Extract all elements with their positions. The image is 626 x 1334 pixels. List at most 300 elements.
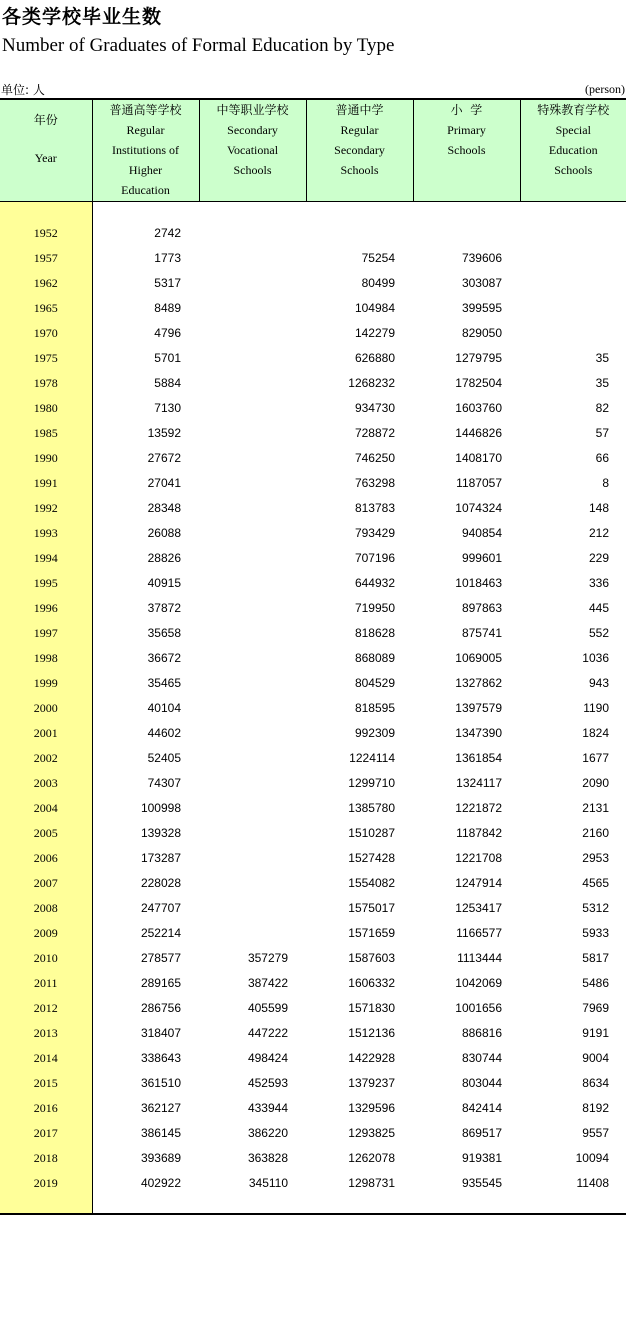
secondary-cell: 626880 xyxy=(354,350,395,365)
header-vocational-cn: 中等职业学校 xyxy=(216,103,289,117)
header-special-en-2: Education xyxy=(548,143,598,157)
vocational-cell: 363828 xyxy=(247,1150,288,1165)
regular-higher-cell: 100998 xyxy=(140,800,181,815)
header-regular-secondary xyxy=(306,99,413,202)
secondary-cell: 1527428 xyxy=(348,850,395,865)
table-row xyxy=(0,970,626,995)
header-special-en-1: Special xyxy=(555,123,591,137)
table-header-row xyxy=(0,99,626,202)
vocational-cell xyxy=(199,895,306,920)
regular-higher-cell: 8489 xyxy=(154,300,181,315)
table-row xyxy=(0,395,626,420)
special-cell: 2131 xyxy=(582,800,609,815)
year-cell: 1990 xyxy=(0,445,92,470)
year-cell: 1993 xyxy=(0,520,92,545)
table-row xyxy=(0,1120,626,1145)
regular-higher-cell: 37872 xyxy=(147,600,181,615)
secondary-cell: 728872 xyxy=(354,425,395,440)
regular-higher-cell: 228028 xyxy=(140,875,181,890)
regular-higher-cell: 386145 xyxy=(140,1125,181,1140)
primary-cell: 803044 xyxy=(461,1075,502,1090)
primary-cell xyxy=(413,220,520,245)
secondary-cell: 75254 xyxy=(361,250,395,265)
spacer-cell xyxy=(306,202,413,221)
primary-cell: 1166577 xyxy=(456,925,502,940)
table-row xyxy=(0,795,626,820)
year-cell: 1997 xyxy=(0,620,92,645)
regular-higher-cell: 28348 xyxy=(147,500,181,515)
special-cell: 11408 xyxy=(576,1175,609,1190)
table-row xyxy=(0,870,626,895)
regular-higher-cell: 4796 xyxy=(154,325,181,340)
year-cell: 2018 xyxy=(0,1145,92,1170)
special-cell: 8192 xyxy=(582,1100,609,1115)
regular-higher-cell: 252214 xyxy=(140,925,181,940)
vocational-cell xyxy=(199,870,306,895)
vocational-cell: 386220 xyxy=(247,1125,288,1140)
primary-cell: 1187842 xyxy=(456,825,502,840)
primary-cell: 1187057 xyxy=(456,475,502,490)
special-cell: 2953 xyxy=(582,850,609,865)
table-row xyxy=(0,670,626,695)
vocational-cell xyxy=(199,645,306,670)
special-cell xyxy=(520,220,626,245)
secondary-cell: 1606332 xyxy=(348,975,395,990)
secondary-cell: 1262078 xyxy=(348,1150,395,1165)
year-cell: 1994 xyxy=(0,545,92,570)
special-cell: 1036 xyxy=(582,650,609,665)
secondary-cell: 992309 xyxy=(354,725,395,740)
year-cell: 2008 xyxy=(0,895,92,920)
vocational-cell xyxy=(199,245,306,270)
table-row xyxy=(0,895,626,920)
vocational-cell: 447222 xyxy=(247,1025,288,1040)
table-bottom-row xyxy=(0,1195,626,1214)
special-cell: 8 xyxy=(602,475,609,490)
header-vocational-en-3: Schools xyxy=(233,163,272,177)
table-row xyxy=(0,595,626,620)
header-regular-higher-en-1: Regular xyxy=(126,123,165,137)
secondary-cell xyxy=(306,220,413,245)
vocational-cell xyxy=(199,595,306,620)
year-cell: 2004 xyxy=(0,795,92,820)
year-cell: 2014 xyxy=(0,1045,92,1070)
year-cell: 2016 xyxy=(0,1095,92,1120)
regular-higher-cell: 36672 xyxy=(147,650,181,665)
special-cell: 5817 xyxy=(582,950,609,965)
special-cell: 35 xyxy=(595,375,609,390)
special-cell: 336 xyxy=(588,575,609,590)
secondary-cell: 1571659 xyxy=(348,925,395,940)
table-row xyxy=(0,620,626,645)
special-cell: 212 xyxy=(588,525,609,540)
regular-higher-cell: 1773 xyxy=(154,250,181,265)
regular-higher-cell: 26088 xyxy=(147,525,181,540)
special-cell: 7969 xyxy=(582,1000,609,1015)
header-primary-schools xyxy=(413,99,520,202)
regular-higher-cell: 7130 xyxy=(154,400,181,415)
regular-higher-cell: 28826 xyxy=(147,550,181,565)
secondary-cell: 1298731 xyxy=(348,1175,395,1190)
special-cell: 9557 xyxy=(582,1125,609,1140)
primary-cell: 1397579 xyxy=(455,700,502,715)
table-row xyxy=(0,470,626,495)
special-cell: 9191 xyxy=(582,1025,609,1040)
secondary-cell: 868089 xyxy=(354,650,395,665)
regular-higher-cell: 289165 xyxy=(140,975,181,990)
special-cell: 82 xyxy=(595,400,609,415)
vocational-cell xyxy=(199,270,306,295)
primary-cell: 919381 xyxy=(461,1150,502,1165)
secondary-cell: 1293825 xyxy=(348,1125,395,1140)
regular-higher-cell: 278577 xyxy=(140,950,181,965)
special-cell xyxy=(520,270,626,295)
primary-cell: 1001656 xyxy=(455,1000,502,1015)
secondary-cell: 1571830 xyxy=(348,1000,395,1015)
secondary-cell: 818628 xyxy=(354,625,395,640)
secondary-cell: 1587603 xyxy=(348,950,395,965)
special-cell: 57 xyxy=(595,425,609,440)
primary-cell: 1113444 xyxy=(457,950,502,965)
year-cell: 1995 xyxy=(0,570,92,595)
secondary-cell: 804529 xyxy=(354,675,395,690)
header-regular-higher-cn: 普通高等学校 xyxy=(109,103,182,117)
regular-higher-cell: 139328 xyxy=(140,825,181,840)
year-cell: 2010 xyxy=(0,945,92,970)
year-cell: 2013 xyxy=(0,1020,92,1045)
vocational-cell xyxy=(199,495,306,520)
table-spacer-row xyxy=(0,202,626,221)
header-special-en-3: Schools xyxy=(554,163,593,177)
header-primary-cn: 小 学 xyxy=(450,103,483,117)
vocational-cell: 387422 xyxy=(247,975,288,990)
special-cell: 66 xyxy=(595,450,609,465)
regular-higher-cell: 318407 xyxy=(140,1025,181,1040)
header-regular-higher-en-3: Higher xyxy=(128,163,163,177)
bottom-cell xyxy=(306,1195,413,1214)
primary-cell: 1446826 xyxy=(455,425,502,440)
regular-higher-cell: 5884 xyxy=(154,375,181,390)
secondary-cell: 142279 xyxy=(354,325,395,340)
secondary-cell: 1379237 xyxy=(348,1075,395,1090)
special-cell: 10094 xyxy=(575,1150,609,1165)
header-vocational-en-1: Secondary xyxy=(227,123,278,137)
regular-higher-cell: 40104 xyxy=(147,700,181,715)
secondary-cell: 104984 xyxy=(354,300,395,315)
primary-cell: 1279795 xyxy=(455,350,502,365)
vocational-cell xyxy=(199,670,306,695)
table-row xyxy=(0,920,626,945)
header-special-cn: 特殊教育学校 xyxy=(537,103,610,117)
primary-cell: 1221708 xyxy=(455,850,502,865)
table-row xyxy=(0,545,626,570)
table-row xyxy=(0,770,626,795)
year-cell: 1999 xyxy=(0,670,92,695)
graduates-table xyxy=(0,98,626,1215)
bottom-cell xyxy=(0,1195,92,1214)
secondary-cell: 1385780 xyxy=(348,800,395,815)
table-row xyxy=(0,1095,626,1120)
year-cell: 1970 xyxy=(0,320,92,345)
year-cell: 1996 xyxy=(0,595,92,620)
regular-higher-cell: 44602 xyxy=(147,725,181,740)
regular-higher-cell: 2742 xyxy=(154,225,181,240)
special-cell: 2160 xyxy=(582,825,609,840)
year-cell: 2015 xyxy=(0,1070,92,1095)
vocational-cell xyxy=(199,770,306,795)
header-regular-higher-en-2: Institutions of xyxy=(111,143,179,157)
header-regular-higher-education xyxy=(92,99,199,202)
vocational-cell: 452593 xyxy=(247,1075,288,1090)
page-title-english: Number of Graduates of Formal Education by Type xyxy=(2,35,395,56)
special-cell: 1677 xyxy=(582,750,609,765)
primary-cell: 1253417 xyxy=(455,900,502,915)
primary-cell: 1074324 xyxy=(455,500,502,515)
header-year-cn: 年份 xyxy=(33,113,58,127)
primary-cell: 739606 xyxy=(461,250,502,265)
primary-cell: 1603760 xyxy=(455,400,502,415)
secondary-cell: 1329596 xyxy=(348,1100,395,1115)
unit-label-english: (person) xyxy=(585,82,625,96)
primary-cell: 999601 xyxy=(461,550,502,565)
table-row xyxy=(0,445,626,470)
year-cell: 1992 xyxy=(0,495,92,520)
header-primary-en-1: Primary xyxy=(447,123,486,137)
primary-cell: 829050 xyxy=(461,325,502,340)
header-primary-en-2: Schools xyxy=(447,143,486,157)
year-cell: 1998 xyxy=(0,645,92,670)
special-cell: 4565 xyxy=(582,875,609,890)
vocational-cell: 345110 xyxy=(248,1175,288,1190)
vocational-cell xyxy=(199,620,306,645)
secondary-cell: 813783 xyxy=(354,500,395,515)
year-cell: 2011 xyxy=(0,970,92,995)
primary-cell: 1327862 xyxy=(455,675,502,690)
year-cell: 1991 xyxy=(0,470,92,495)
primary-cell: 1782504 xyxy=(455,375,502,390)
regular-higher-cell: 27672 xyxy=(147,450,181,465)
header-secondary-en-3: Schools xyxy=(340,163,379,177)
vocational-cell xyxy=(199,420,306,445)
regular-higher-cell: 40915 xyxy=(147,575,181,590)
table-row xyxy=(0,420,626,445)
primary-cell: 886816 xyxy=(461,1025,502,1040)
special-cell: 8634 xyxy=(582,1075,609,1090)
primary-cell: 303087 xyxy=(461,275,502,290)
header-secondary-cn: 普通中学 xyxy=(335,103,384,117)
table-row xyxy=(0,345,626,370)
year-cell: 2003 xyxy=(0,770,92,795)
vocational-cell xyxy=(199,520,306,545)
year-cell: 1985 xyxy=(0,420,92,445)
header-year xyxy=(0,99,92,202)
header-vocational-en-2: Vocational xyxy=(226,143,279,157)
special-cell: 5312 xyxy=(582,900,609,915)
spacer-cell xyxy=(199,202,306,221)
table-row xyxy=(0,995,626,1020)
special-cell xyxy=(520,295,626,320)
spacer-year-cell xyxy=(0,202,92,221)
secondary-cell: 80499 xyxy=(361,275,395,290)
secondary-cell: 1554082 xyxy=(348,875,395,890)
year-cell: 2012 xyxy=(0,995,92,1020)
primary-cell: 399595 xyxy=(461,300,502,315)
primary-cell: 1069005 xyxy=(455,650,502,665)
year-cell: 2005 xyxy=(0,820,92,845)
spacer-cell xyxy=(413,202,520,221)
special-cell: 1190 xyxy=(583,700,609,715)
vocational-cell xyxy=(199,445,306,470)
year-cell: 2017 xyxy=(0,1120,92,1145)
spacer-cell xyxy=(92,202,199,221)
regular-higher-cell: 5701 xyxy=(154,350,181,365)
table-row xyxy=(0,1170,626,1195)
vocational-cell: 357279 xyxy=(247,950,288,965)
regular-higher-cell: 362127 xyxy=(140,1100,181,1115)
primary-cell: 1347390 xyxy=(455,725,502,740)
special-cell: 445 xyxy=(588,600,609,615)
vocational-cell xyxy=(199,820,306,845)
header-year-en: Year xyxy=(34,151,57,165)
table-row xyxy=(0,845,626,870)
vocational-cell xyxy=(199,720,306,745)
secondary-cell: 1510287 xyxy=(348,825,395,840)
table-row xyxy=(0,745,626,770)
bottom-cell xyxy=(520,1195,626,1214)
special-cell: 5486 xyxy=(582,975,609,990)
table-row xyxy=(0,370,626,395)
year-cell: 2006 xyxy=(0,845,92,870)
table-body xyxy=(0,202,626,1215)
special-cell xyxy=(520,320,626,345)
special-cell: 2090 xyxy=(582,775,609,790)
table-row xyxy=(0,1145,626,1170)
regular-higher-cell: 13592 xyxy=(147,425,181,440)
table-row xyxy=(0,570,626,595)
secondary-cell: 934730 xyxy=(354,400,395,415)
table-row xyxy=(0,270,626,295)
primary-cell: 1408170 xyxy=(455,450,502,465)
secondary-cell: 746250 xyxy=(354,450,395,465)
unit-label-chinese: 单位: 人 xyxy=(1,83,45,97)
regular-higher-cell: 338643 xyxy=(140,1050,181,1065)
special-cell: 229 xyxy=(588,550,609,565)
secondary-cell: 1299710 xyxy=(348,775,395,790)
special-cell: 148 xyxy=(588,500,609,515)
secondary-cell: 707196 xyxy=(354,550,395,565)
primary-cell: 940854 xyxy=(461,525,502,540)
secondary-cell: 1575017 xyxy=(348,900,395,915)
vocational-cell xyxy=(199,745,306,770)
regular-higher-cell: 35465 xyxy=(147,675,181,690)
primary-cell: 869517 xyxy=(461,1125,502,1140)
primary-cell: 875741 xyxy=(461,625,502,640)
primary-cell: 842414 xyxy=(461,1100,502,1115)
secondary-cell: 1422928 xyxy=(348,1050,395,1065)
table-row xyxy=(0,645,626,670)
table-row xyxy=(0,295,626,320)
page-title-chinese: 各类学校毕业生数 xyxy=(2,6,163,28)
vocational-cell xyxy=(199,395,306,420)
vocational-cell xyxy=(199,845,306,870)
regular-higher-cell: 5317 xyxy=(154,275,181,290)
year-cell: 2019 xyxy=(0,1170,92,1195)
primary-cell: 1324117 xyxy=(456,775,502,790)
secondary-cell: 1268232 xyxy=(348,375,395,390)
primary-cell: 1042069 xyxy=(455,975,502,990)
regular-higher-cell: 393689 xyxy=(140,1150,181,1165)
header-regular-higher-en-4: Education xyxy=(121,183,170,197)
primary-cell: 935545 xyxy=(461,1175,502,1190)
primary-cell: 1018463 xyxy=(455,575,502,590)
secondary-cell: 793429 xyxy=(354,525,395,540)
table-row xyxy=(0,220,626,245)
table-row xyxy=(0,695,626,720)
special-cell xyxy=(520,245,626,270)
regular-higher-cell: 27041 xyxy=(147,475,181,490)
vocational-cell: 498424 xyxy=(247,1050,288,1065)
vocational-cell xyxy=(199,695,306,720)
table-row xyxy=(0,520,626,545)
table-row xyxy=(0,1020,626,1045)
table-row xyxy=(0,320,626,345)
regular-higher-cell: 35658 xyxy=(147,625,181,640)
table-row xyxy=(0,1070,626,1095)
vocational-cell: 405599 xyxy=(247,1000,288,1015)
special-cell: 552 xyxy=(588,625,609,640)
vocational-cell xyxy=(199,920,306,945)
year-cell: 2009 xyxy=(0,920,92,945)
regular-higher-cell: 402922 xyxy=(140,1175,181,1190)
special-cell: 5933 xyxy=(582,925,609,940)
regular-higher-cell: 286756 xyxy=(140,1000,181,1015)
regular-higher-cell: 52405 xyxy=(147,750,181,765)
spacer-cell xyxy=(520,202,626,221)
vocational-cell xyxy=(199,295,306,320)
year-cell: 1975 xyxy=(0,345,92,370)
vocational-cell xyxy=(199,545,306,570)
header-secondary-vocational xyxy=(199,99,306,202)
regular-higher-cell: 173287 xyxy=(140,850,181,865)
vocational-cell xyxy=(199,470,306,495)
year-cell: 1952 xyxy=(0,220,92,245)
primary-cell: 1361854 xyxy=(455,750,502,765)
table-row xyxy=(0,945,626,970)
special-cell: 35 xyxy=(595,350,609,365)
special-cell: 9004 xyxy=(582,1050,609,1065)
secondary-cell: 719950 xyxy=(354,600,395,615)
vocational-cell xyxy=(199,370,306,395)
year-cell: 2001 xyxy=(0,720,92,745)
vocational-cell xyxy=(199,570,306,595)
year-cell: 1965 xyxy=(0,295,92,320)
primary-cell: 830744 xyxy=(461,1050,502,1065)
table-row xyxy=(0,720,626,745)
year-cell: 1957 xyxy=(0,245,92,270)
header-secondary-en-1: Regular xyxy=(340,123,379,137)
header-special-education xyxy=(520,99,626,202)
vocational-cell xyxy=(199,795,306,820)
vocational-cell: 433944 xyxy=(247,1100,288,1115)
secondary-cell: 763298 xyxy=(354,475,395,490)
primary-cell: 1221872 xyxy=(455,800,502,815)
year-cell: 2000 xyxy=(0,695,92,720)
secondary-cell: 1512136 xyxy=(348,1025,395,1040)
year-cell: 1962 xyxy=(0,270,92,295)
table-row xyxy=(0,1045,626,1070)
primary-cell: 1247914 xyxy=(455,875,502,890)
header-secondary-en-2: Secondary xyxy=(334,143,385,157)
